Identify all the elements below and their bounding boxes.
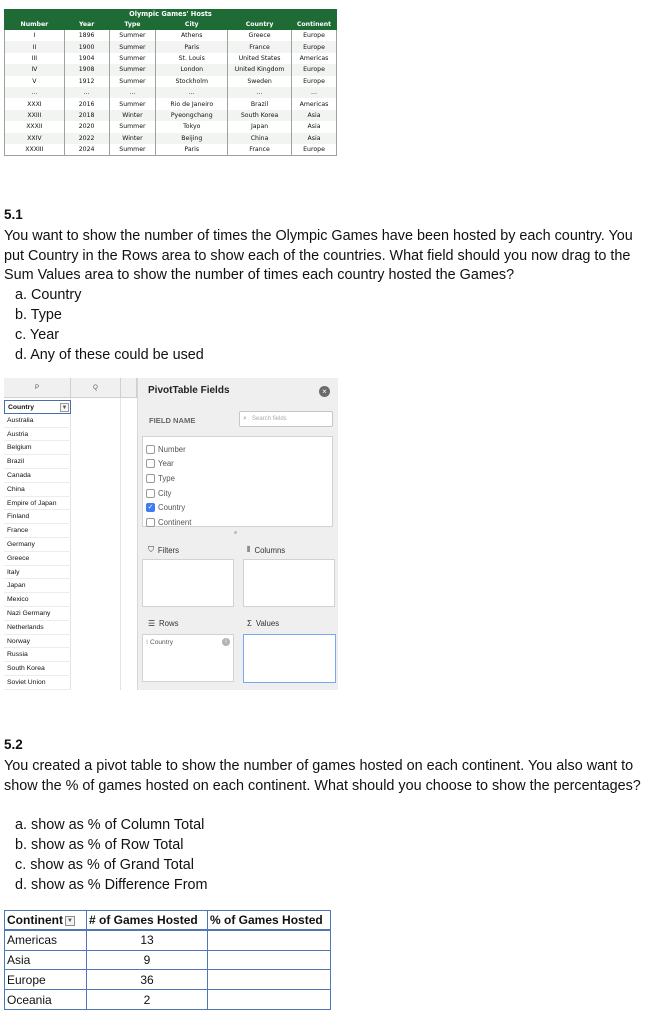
pivot-row-label[interactable]: Australia <box>4 414 71 428</box>
cell-pct-hosted[interactable] <box>208 950 331 970</box>
columns-label: Columns <box>254 545 286 555</box>
cell-type: Summer <box>109 30 156 41</box>
continent-table-row <box>5 950 331 970</box>
continent-table-row <box>5 970 331 990</box>
cell-type: Winter <box>109 110 156 121</box>
field-item-city[interactable] <box>143 486 332 501</box>
cell-city: St. Louis <box>156 53 228 64</box>
cell-games-hosted: 13 <box>87 930 208 950</box>
cell-country: ... <box>228 87 292 98</box>
filters-drop-area[interactable] <box>142 559 234 607</box>
cell-year: 1912 <box>64 76 109 87</box>
cell-continent: Europe <box>292 76 337 87</box>
cell-city: Paris <box>156 41 228 52</box>
close-icon[interactable]: × <box>319 386 330 397</box>
pivot-screenshot <box>4 378 338 690</box>
cell-city: Pyeongchang <box>156 110 228 121</box>
question-text: You want to show the number of times the Olympic Games have been hosted by each country. You put Country in the Rows area to show each of the countries. What field should you now drag to the Sum Values area to show the number of times each country hosted the Games? <box>4 228 633 284</box>
cell-number: XXXI <box>5 98 65 109</box>
continent-pivot-table <box>4 910 331 1010</box>
olympic-header-row <box>5 19 337 30</box>
cell-games-hosted: 2 <box>87 990 208 1010</box>
pivot-row-label[interactable]: Greece <box>4 552 71 566</box>
values-area-label <box>247 619 279 628</box>
olympic-table-row <box>5 64 337 75</box>
rows-drop-area[interactable] <box>142 634 234 682</box>
header-number: Number <box>5 19 65 30</box>
cell-type: Summer <box>109 64 156 75</box>
rows-label: Rows <box>159 619 179 628</box>
checkbox-checked-icon[interactable]: ✓ <box>147 504 154 512</box>
field-name-label: FIELD NAME <box>149 416 196 425</box>
olympic-table-row <box>5 76 337 87</box>
pivot-row-labels <box>4 400 71 690</box>
search-fields-input[interactable] <box>239 411 333 427</box>
olympic-table-title: Olympic Games' Hosts <box>4 9 337 19</box>
cell-year: 2020 <box>64 121 109 132</box>
column-header-r[interactable] <box>121 378 137 398</box>
cell-continent: Europe <box>292 41 337 52</box>
cell-country: Japan <box>228 121 292 132</box>
pivot-row-label[interactable]: Russia <box>4 648 71 662</box>
cell-type: Winter <box>109 133 156 144</box>
header-country: Country <box>228 19 292 30</box>
cell-pct-hosted[interactable] <box>208 970 331 990</box>
pivot-row-label[interactable]: Empire of Japan <box>4 497 71 511</box>
cell-country: United States <box>228 53 292 64</box>
pivot-row-label[interactable]: Brazil <box>4 455 71 469</box>
cell-type: Summer <box>109 41 156 52</box>
cell-city: Paris <box>156 144 228 156</box>
pivot-row-label[interactable]: Canada <box>4 469 71 483</box>
cell-year: 1908 <box>64 64 109 75</box>
sigma-icon: Σ <box>247 619 252 628</box>
cell-city: Tokyo <box>156 121 228 132</box>
cell-continent: Americas <box>5 930 87 950</box>
olympic-table-row <box>5 121 337 132</box>
olympic-table-row <box>5 41 337 52</box>
cell-year: 2016 <box>64 98 109 109</box>
cell-continent: Asia <box>292 133 337 144</box>
cell-country: France <box>228 41 292 52</box>
checkbox-icon[interactable] <box>146 518 155 527</box>
pivot-row-label[interactable]: Mexico <box>4 593 71 607</box>
cell-continent: Asia <box>5 950 87 970</box>
cell-number: XXXIII <box>5 144 65 156</box>
cell-number: XXIV <box>5 133 65 144</box>
rows-area-label <box>148 619 179 628</box>
cell-country: Greece <box>228 30 292 41</box>
cell-year: 1900 <box>64 41 109 52</box>
pivot-row-label[interactable]: Japan <box>4 579 71 593</box>
checkbox-icon[interactable] <box>146 474 155 483</box>
olympic-table-row <box>5 98 337 109</box>
answer-options <box>15 286 204 366</box>
pivot-row-label[interactable]: China <box>4 483 71 497</box>
cell-number: II <box>5 41 65 52</box>
resize-handle[interactable] <box>234 531 237 534</box>
search-placeholder: Search fields <box>252 416 287 422</box>
filter-icon: ⛉ <box>148 545 154 554</box>
pivot-row-label[interactable]: Austria <box>4 428 71 442</box>
continent-table-body <box>5 930 331 1009</box>
cell-year: 1896 <box>64 30 109 41</box>
columns-drop-area[interactable] <box>243 559 335 607</box>
header-type: Type <box>109 19 156 30</box>
field-label: Year <box>158 459 174 469</box>
cell-year: 2024 <box>64 144 109 156</box>
field-label: Continent <box>158 517 192 527</box>
cell-year: 1904 <box>64 53 109 64</box>
cell-country: Sweden <box>228 76 292 87</box>
header-city: City <box>156 19 228 30</box>
pivot-row-label[interactable]: Italy <box>4 566 71 580</box>
olympic-table-row <box>5 30 337 41</box>
header-year: Year <box>64 19 109 30</box>
cell-type: ... <box>109 87 156 98</box>
filters-area-label <box>148 545 179 555</box>
cell-games-hosted: 9 <box>87 950 208 970</box>
field-list <box>142 436 333 527</box>
header-games-hosted: # of Games Hosted <box>87 911 208 931</box>
rows-icon: ☰ <box>148 619 155 628</box>
pivot-row-label[interactable]: Nazi Germany <box>4 607 71 621</box>
cell-city: Beijing <box>156 133 228 144</box>
filter-dropdown-icon[interactable]: ▼ <box>65 916 75 926</box>
spreadsheet-area <box>4 378 137 690</box>
cell-continent: Oceania <box>5 990 87 1010</box>
pivot-row-label[interactable]: Germany <box>4 538 71 552</box>
cell-country: France <box>228 144 292 156</box>
cell-continent: Europe <box>292 30 337 41</box>
rows-field-item[interactable]: ⁝ Country <box>146 639 174 646</box>
cell-continent: Europe <box>5 970 87 990</box>
pivot-row-label[interactable]: Norway <box>4 635 71 649</box>
continent-table-row <box>5 930 331 950</box>
checkbox-icon[interactable] <box>146 445 155 454</box>
option-b[interactable]: b. Type <box>15 306 62 323</box>
cell-type: Summer <box>109 121 156 132</box>
option-d[interactable]: d. Any of these could be used <box>15 346 204 363</box>
cell-continent: Asia <box>292 121 337 132</box>
cell-number: V <box>5 76 65 87</box>
cell-pct-hosted[interactable] <box>208 990 331 1010</box>
info-icon[interactable]: i <box>222 638 230 646</box>
field-item-continent[interactable] <box>143 515 332 530</box>
cell-continent: ... <box>292 87 337 98</box>
olympic-table-row <box>5 144 337 156</box>
option-c[interactable]: c. Year <box>15 326 60 343</box>
cell-city: Rio de Janeiro <box>156 98 228 109</box>
pivot-row-label[interactable]: France <box>4 524 71 538</box>
columns-area-label <box>247 545 285 555</box>
field-item-type[interactable] <box>143 471 332 486</box>
answer-options <box>15 816 207 896</box>
checkbox-icon[interactable] <box>146 489 155 498</box>
olympic-table-row <box>5 110 337 121</box>
cell-continent: Americas <box>292 53 337 64</box>
cell-number: XXXII <box>5 121 65 132</box>
cell-year: 2018 <box>64 110 109 121</box>
olympic-table-row <box>5 53 337 64</box>
cell-city: London <box>156 64 228 75</box>
checkbox-icon[interactable] <box>146 459 155 468</box>
continent-table-row <box>5 990 331 1010</box>
cell-number: XXIII <box>5 110 65 121</box>
cell-country: South Korea <box>228 110 292 121</box>
header-continent: Continent <box>292 19 337 30</box>
pivot-row-label[interactable]: South Korea <box>4 662 71 676</box>
cell-continent: Europe <box>292 144 337 156</box>
filter-dropdown-icon[interactable]: ▼ <box>61 405 68 411</box>
column-header-q[interactable]: Q <box>71 378 121 398</box>
continent-header-row <box>5 911 331 931</box>
cell-year: ... <box>64 87 109 98</box>
cell-pct-hosted[interactable] <box>208 930 331 950</box>
cell-number: ... <box>5 87 65 98</box>
olympic-table-body <box>5 30 337 155</box>
values-label: Values <box>255 619 280 628</box>
olympic-table-row <box>5 87 337 98</box>
option-a[interactable]: a. show as % of Column Total <box>15 817 205 833</box>
field-label: Number <box>158 444 186 454</box>
cell-number: I <box>5 30 65 41</box>
field-item-year[interactable] <box>143 457 332 472</box>
question-number: 5.2 <box>4 737 23 752</box>
cell-city: Stockholm <box>156 76 228 87</box>
pivot-row-label[interactable]: Finland <box>4 510 71 524</box>
panel-title: PivotTable Fields <box>148 385 230 396</box>
header-pct-hosted: % of Games Hosted <box>208 911 331 931</box>
field-item-country[interactable] <box>143 500 332 515</box>
cell-country: China <box>228 133 292 144</box>
field-label: City <box>158 488 172 498</box>
field-label: Type <box>158 473 175 483</box>
search-icon: ⌕ <box>243 415 247 422</box>
question-text: You created a pivot table to show the number of games hosted on each continent. You also want to show the % of games hosted on each continent. What should you choose to show the percentages? <box>4 758 641 794</box>
values-drop-area[interactable] <box>243 634 336 683</box>
question-number: 5.1 <box>4 207 23 222</box>
cell-number: III <box>5 53 65 64</box>
row-labels-header-text: Country <box>8 404 35 411</box>
option-c[interactable]: c. show as % of Grand Total <box>15 856 194 873</box>
header-continent[interactable] <box>5 911 87 931</box>
olympic-hosts-table <box>4 9 337 156</box>
cell-number: IV <box>5 64 65 75</box>
option-d[interactable]: d. show as % Difference From <box>15 876 208 893</box>
cell-country: Brazil <box>228 98 292 109</box>
option-a[interactable]: a. Country <box>15 287 82 303</box>
cell-city: Athens <box>156 30 228 41</box>
filters-label: Filters <box>157 545 180 555</box>
cell-country: United Kingdom <box>228 64 292 75</box>
pivottable-fields-panel <box>137 378 338 690</box>
pivot-row-label[interactable]: Belgium <box>4 441 71 455</box>
cell-city: ... <box>156 87 228 98</box>
pivot-row-label[interactable]: Soviet Union <box>4 676 71 690</box>
cell-type: Summer <box>109 144 156 156</box>
cell-type: Summer <box>109 53 156 64</box>
option-b[interactable]: b. show as % of Row Total <box>15 836 184 853</box>
cell-continent: Americas <box>292 98 337 109</box>
columns-icon: ⦀ <box>247 545 251 554</box>
cell-type: Summer <box>109 98 156 109</box>
grid-line <box>120 398 121 690</box>
cell-continent: Europe <box>292 64 337 75</box>
rows-field-label: Country <box>149 639 174 646</box>
cell-year: 2022 <box>64 133 109 144</box>
cell-games-hosted: 36 <box>87 970 208 990</box>
header-continent-text: Continent <box>7 913 63 928</box>
field-label: Country <box>158 503 186 513</box>
cell-type: Summer <box>109 76 156 87</box>
row-labels-header[interactable] <box>4 400 71 414</box>
field-item-number[interactable] <box>143 442 332 457</box>
column-header-p[interactable]: P <box>4 378 71 398</box>
olympic-table-row <box>5 133 337 144</box>
pivot-row-label[interactable]: Netherlands <box>4 621 71 635</box>
cell-continent: Asia <box>292 110 337 121</box>
